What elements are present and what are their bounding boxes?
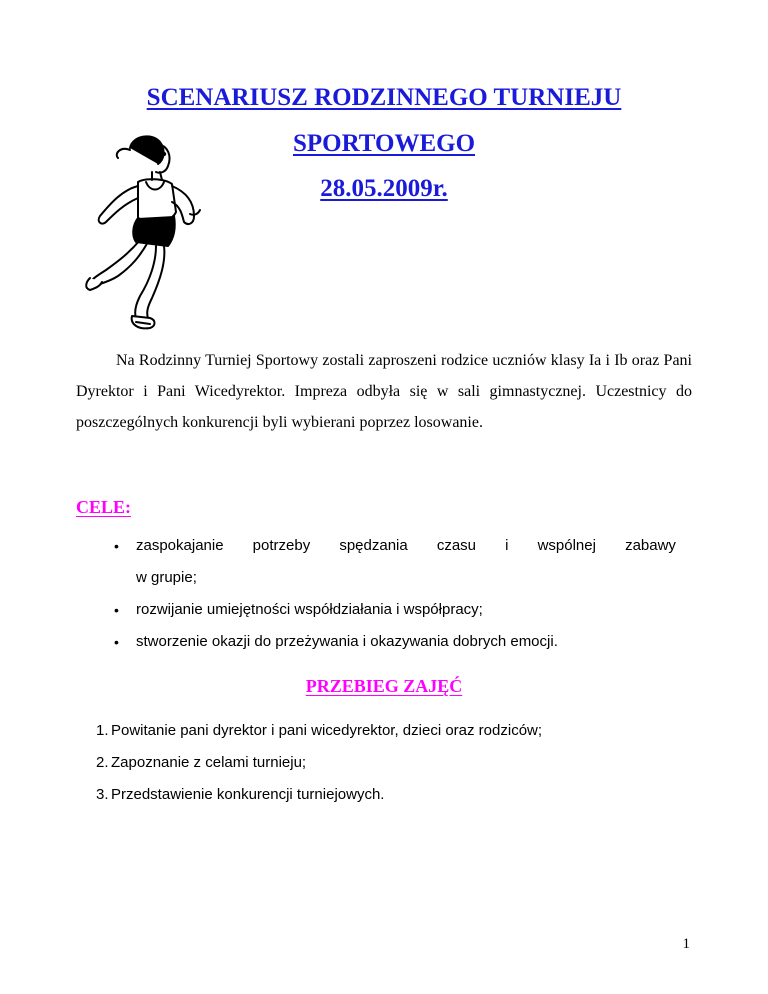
bullet-icon: • xyxy=(114,634,119,650)
cele-heading: CELE: xyxy=(76,497,132,517)
list-item-number: 1. xyxy=(96,722,109,739)
przebieg-list xyxy=(76,715,696,811)
list-item-text: Przedstawienie konkurencji turniejowych. xyxy=(111,786,385,803)
bullet-icon: • xyxy=(114,538,119,554)
title-date: 28.05.2009r. xyxy=(320,175,448,202)
list-item-number: 3. xyxy=(96,786,109,803)
runner-clipart-icon xyxy=(60,130,220,335)
cele-item-1-word: spędzania xyxy=(339,537,408,554)
cele-item-1 xyxy=(76,530,676,562)
list-item-number: 2. xyxy=(96,754,109,771)
title-line-1: SCENARIUSZ RODZINNEGO TURNIEJU xyxy=(146,84,622,111)
list-item xyxy=(76,747,696,779)
cele-item-1-word: wspólnej xyxy=(537,537,596,554)
list-item xyxy=(76,715,696,747)
bullet-icon: • xyxy=(114,602,119,618)
przebieg-heading: PRZEBIEG ZAJĘĆ xyxy=(305,676,463,696)
cele-item-1-word: i xyxy=(505,537,509,554)
cele-item-1-word: zaspokajanie xyxy=(136,537,224,554)
title-line-2: SPORTOWEGO xyxy=(292,130,476,157)
cele-item-1-word: zabawy xyxy=(625,537,676,554)
list-item-text: Zapoznanie z celami turnieju; xyxy=(111,754,307,771)
intro-paragraph: Na Rodzinny Turniej Sportowy zostali zaproszeni rodzice uczniów klasy Ia i Ib oraz Pani Dyrektor i Pani Wicedyrektor. Impreza odbyła się w sali gimnastycznej. Uczestnicy do poszczególnych konkurencji byli wybierani poprzez losowanie. xyxy=(76,352,692,431)
cele-item-1-word: czasu xyxy=(436,537,477,554)
list-item xyxy=(76,779,696,811)
page-number: 1 xyxy=(682,936,690,952)
cele-item-1-continuation: w grupie; xyxy=(136,569,197,586)
list-item-text: Powitanie pani dyrektor i pani wicedyrektor, dzieci oraz rodziców; xyxy=(111,722,543,739)
cele-list xyxy=(76,530,676,658)
cele-item-3: • stworzenie okazji do przeżywania i okazywania dobrych emocji. xyxy=(76,626,676,658)
cele-item-1-word: potrzeby xyxy=(252,537,311,554)
cele-item-2: • rozwijanie umiejętności współdziałania i współpracy; xyxy=(76,594,676,626)
